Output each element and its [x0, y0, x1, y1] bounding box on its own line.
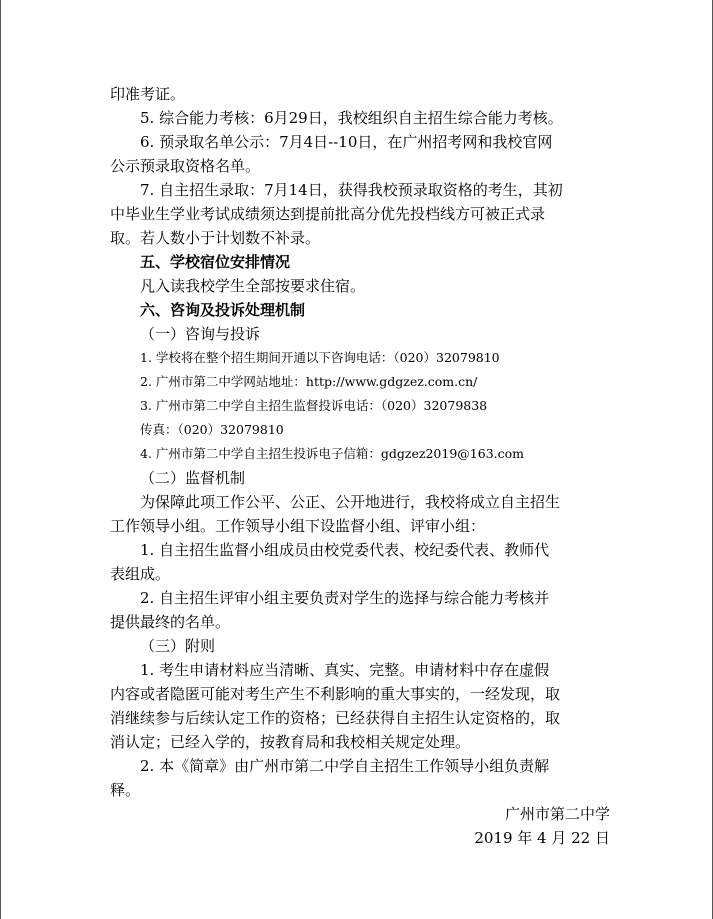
- text-line: 表组成。: [110, 565, 171, 583]
- text-line: 1. 自主招生监督小组成员由校党委代表、校纪委代表、教师代: [140, 541, 550, 559]
- text-line: 提供最终的名单。: [110, 613, 231, 631]
- text-line: 印准考证。: [110, 85, 186, 103]
- subsection-heading: （三）附则: [140, 637, 216, 655]
- text-line: 7. 自主招生录取：7月14日，获得我校预录取资格的考生，其初: [140, 181, 563, 199]
- text-line: 为保障此项工作公平、公正、公开地进行，我校将成立自主招生: [140, 493, 561, 511]
- contact-line: 2. 广州市第二中学网站地址：http://www.gdgzez.com.cn/: [140, 374, 478, 389]
- section-heading: 五、学校宿位安排情况: [140, 253, 291, 271]
- contact-line: 1. 学校将在整个招生期间开通以下咨询电话：（020）32079810: [140, 350, 500, 365]
- text-line: 凡入读我校学生全部按要求住宿。: [140, 277, 366, 295]
- text-line: 消认定；已经入学的，按教育局和我校相关规定处理。: [110, 733, 471, 751]
- text-line: 取。若人数小于计划数不补录。: [110, 229, 321, 247]
- text-line: 工作领导小组。工作领导小组下设监督小组、评审小组：: [110, 517, 486, 535]
- contact-line: 4. 广州市第二中学自主招生投诉电子信箱：gdgzez2019@163.com: [140, 446, 524, 461]
- signature-date: 2019 年 4 月 22 日: [474, 829, 610, 847]
- text-line: 内容或者隐匿可能对考生产生不利影响的重大事实的，一经发现，取: [110, 685, 561, 703]
- text-line: 2. 自主招生评审小组主要负责对学生的选择与综合能力考核并: [140, 589, 550, 607]
- document-body: [110, 82, 620, 850]
- section-heading: 六、咨询及投诉处理机制: [140, 301, 306, 319]
- contact-line: 3. 广州市第二中学自主招生监督投诉电话：（020）32079838: [140, 398, 488, 413]
- text-line: 释。: [110, 781, 141, 799]
- signature-school: 广州市第二中学: [504, 805, 610, 823]
- text-line: 5. 综合能力考核：6月29日，我校组织自主招生综合能力考核。: [140, 109, 563, 127]
- text-line: 中毕业生学业考试成绩须达到提前批高分优先投档线方可被正式录: [110, 205, 546, 223]
- text-line: 1. 考生申请材料应当清晰、真实、完整。申请材料中存在虚假: [140, 661, 550, 679]
- subsection-heading: （一）咨询与投诉: [140, 325, 261, 343]
- subsection-heading: （二）监督机制: [140, 469, 246, 487]
- text-line: 6. 预录取名单公示：7月4日--10日，在广州招考网和我校官网: [140, 133, 553, 151]
- page-border-left: [0, 0, 1, 919]
- text-line: 2. 本《简章》由广州市第二中学自主招生工作领导小组负责解: [140, 757, 550, 775]
- text-line: 消继续参与后续认定工作的资格；已经获得自主招生认定资格的，取: [110, 709, 561, 727]
- text-line: 公示预录取资格名单。: [110, 157, 261, 175]
- contact-line: 传真：（020）32079810: [140, 422, 284, 437]
